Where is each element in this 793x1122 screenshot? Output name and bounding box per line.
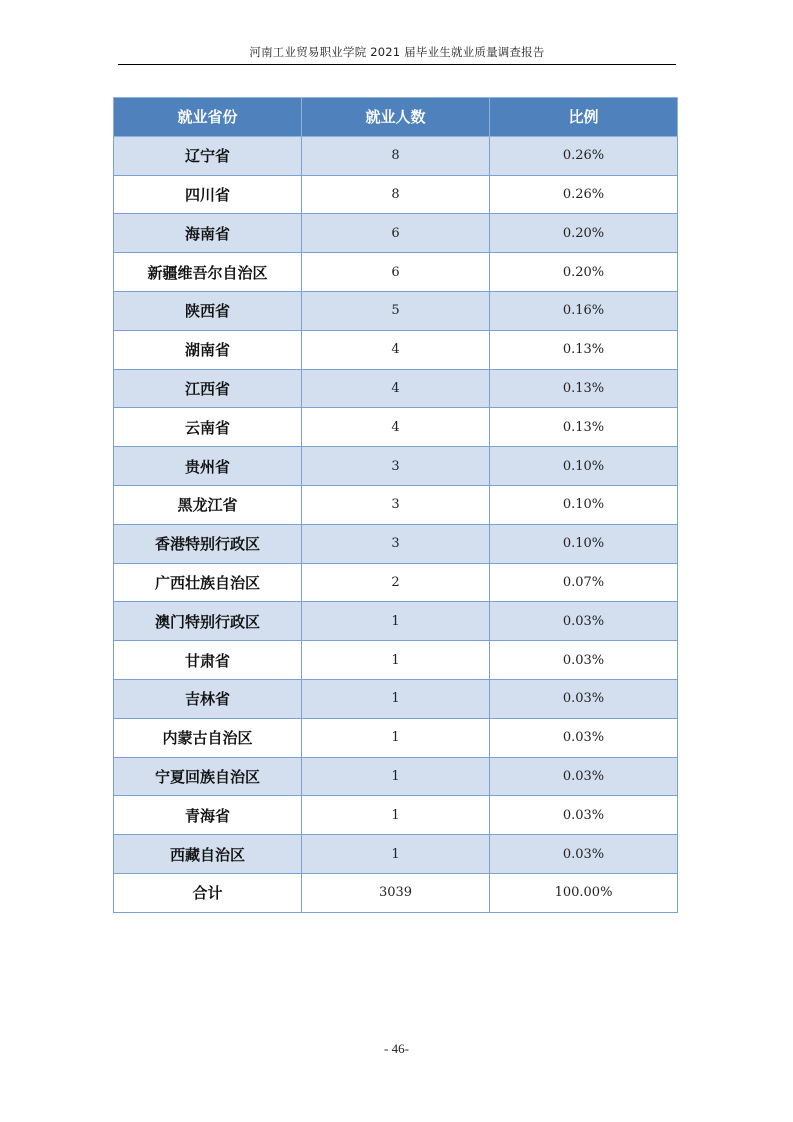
cell-ratio: 0.03% xyxy=(490,835,678,874)
cell-count: 1 xyxy=(302,835,490,874)
cell-ratio: 0.13% xyxy=(490,330,678,369)
cell-ratio: 0.26% xyxy=(490,136,678,175)
cell-count: 2 xyxy=(302,563,490,602)
cell-count: 1 xyxy=(302,602,490,641)
cell-province: 宁夏回族自治区 xyxy=(114,757,302,796)
table-row xyxy=(114,796,678,835)
cell-count: 1 xyxy=(302,796,490,835)
cell-province: 湖南省 xyxy=(114,330,302,369)
cell-count: 4 xyxy=(302,408,490,447)
cell-count: 1 xyxy=(302,641,490,680)
column-header-province: 就业省份 xyxy=(114,98,302,137)
cell-ratio: 0.16% xyxy=(490,291,678,330)
cell-ratio: 0.10% xyxy=(490,524,678,563)
cell-ratio: 0.26% xyxy=(490,175,678,214)
cell-count: 1 xyxy=(302,718,490,757)
page-number: - 46- xyxy=(384,1041,409,1056)
employment-province-table xyxy=(113,97,678,913)
cell-count: 4 xyxy=(302,330,490,369)
cell-count: 6 xyxy=(302,214,490,253)
cell-province: 海南省 xyxy=(114,214,302,253)
table-row xyxy=(114,524,678,563)
cell-province: 云南省 xyxy=(114,408,302,447)
cell-ratio: 0.20% xyxy=(490,214,678,253)
table-row xyxy=(114,291,678,330)
cell-province: 四川省 xyxy=(114,175,302,214)
cell-province: 陕西省 xyxy=(114,291,302,330)
cell-province: 广西壮族自治区 xyxy=(114,563,302,602)
cell-count: 3039 xyxy=(302,873,490,912)
cell-ratio: 0.03% xyxy=(490,718,678,757)
table-row xyxy=(114,602,678,641)
cell-ratio: 0.03% xyxy=(490,679,678,718)
cell-ratio: 100.00% xyxy=(490,873,678,912)
cell-province: 黑龙江省 xyxy=(114,485,302,524)
cell-province: 香港特别行政区 xyxy=(114,524,302,563)
cell-count: 3 xyxy=(302,524,490,563)
cell-count: 4 xyxy=(302,369,490,408)
table-row xyxy=(114,408,678,447)
table-row xyxy=(114,214,678,253)
table-row xyxy=(114,485,678,524)
cell-ratio: 0.13% xyxy=(490,369,678,408)
cell-province: 青海省 xyxy=(114,796,302,835)
cell-count: 8 xyxy=(302,175,490,214)
cell-ratio: 0.10% xyxy=(490,485,678,524)
cell-province: 辽宁省 xyxy=(114,136,302,175)
cell-province: 内蒙古自治区 xyxy=(114,718,302,757)
cell-province: 澳门特别行政区 xyxy=(114,602,302,641)
cell-count: 1 xyxy=(302,757,490,796)
column-header-count: 就业人数 xyxy=(302,98,490,137)
column-header-ratio: 比例 xyxy=(490,98,678,137)
cell-ratio: 0.03% xyxy=(490,757,678,796)
cell-ratio: 0.03% xyxy=(490,602,678,641)
cell-province: 贵州省 xyxy=(114,447,302,486)
table-row xyxy=(114,330,678,369)
cell-count: 3 xyxy=(302,447,490,486)
cell-ratio: 0.03% xyxy=(490,641,678,680)
cell-province: 西藏自治区 xyxy=(114,835,302,874)
cell-count: 5 xyxy=(302,291,490,330)
cell-province: 吉林省 xyxy=(114,679,302,718)
cell-ratio: 0.10% xyxy=(490,447,678,486)
cell-count: 6 xyxy=(302,253,490,292)
cell-province: 甘肃省 xyxy=(114,641,302,680)
table-total-row xyxy=(114,873,678,912)
cell-ratio: 0.20% xyxy=(490,253,678,292)
header-divider xyxy=(118,64,676,65)
cell-province: 江西省 xyxy=(114,369,302,408)
cell-ratio: 0.13% xyxy=(490,408,678,447)
table-row xyxy=(114,757,678,796)
table-row xyxy=(114,563,678,602)
cell-count: 3 xyxy=(302,485,490,524)
cell-count: 1 xyxy=(302,679,490,718)
table-row xyxy=(114,679,678,718)
cell-province: 合计 xyxy=(114,873,302,912)
table-row xyxy=(114,369,678,408)
table-row xyxy=(114,835,678,874)
cell-ratio: 0.03% xyxy=(490,796,678,835)
cell-province: 新疆维吾尔自治区 xyxy=(114,253,302,292)
table-body xyxy=(114,136,678,912)
table-row xyxy=(114,718,678,757)
table-row xyxy=(114,136,678,175)
cell-count: 8 xyxy=(302,136,490,175)
page-header-title: 河南工业贸易职业学院 2021 届毕业生就业质量调查报告 xyxy=(249,45,545,59)
table-row xyxy=(114,253,678,292)
table-header-row xyxy=(114,98,678,137)
cell-ratio: 0.07% xyxy=(490,563,678,602)
table-row xyxy=(114,641,678,680)
table-row xyxy=(114,447,678,486)
table-row xyxy=(114,175,678,214)
